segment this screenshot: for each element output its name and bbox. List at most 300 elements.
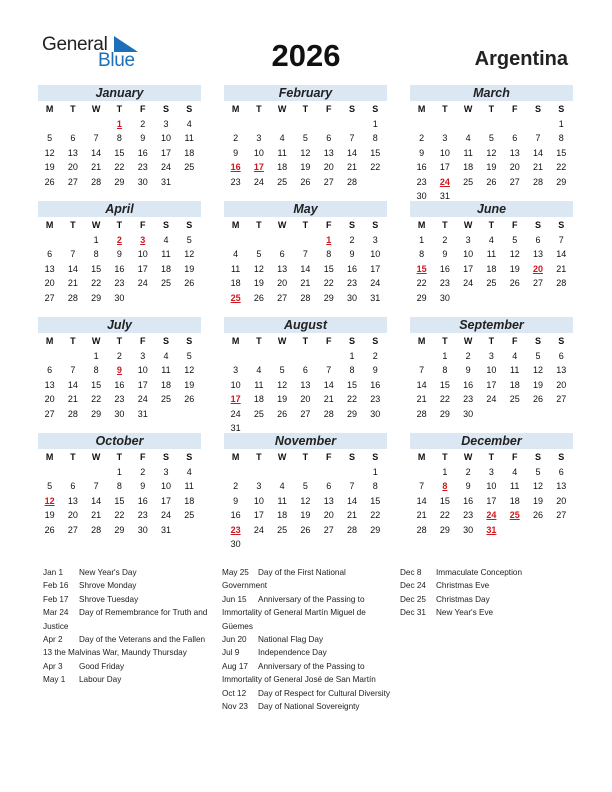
day-cell: 24 — [160, 162, 171, 172]
day-cell: 13 — [556, 481, 567, 491]
day-cell: 12 — [532, 481, 543, 491]
day-cell: 31 — [160, 176, 171, 187]
week-row — [38, 508, 201, 523]
day-cell: 6 — [279, 249, 285, 259]
day-cell: 31 — [160, 524, 171, 535]
weekday-label: S — [186, 452, 193, 462]
day-cell: 1 — [372, 118, 378, 129]
weekday-label: M — [417, 452, 426, 462]
day-cell: 25 — [509, 394, 520, 404]
day-cell: 18 — [509, 379, 520, 390]
month-title: November — [224, 433, 387, 449]
empty-day-cell — [61, 233, 84, 248]
week-row — [224, 363, 387, 378]
day-cell: 17 — [486, 379, 497, 390]
day-cell: 14 — [556, 249, 567, 259]
day-cell: 5 — [512, 234, 518, 245]
week-row — [224, 537, 387, 552]
day-cell: 27 — [44, 292, 55, 303]
day-cell: 4 — [186, 466, 192, 477]
day-cell: 5 — [302, 481, 308, 491]
week-row — [38, 117, 201, 132]
day-cell: 27 — [277, 292, 288, 303]
weekday-header-row — [224, 450, 387, 465]
day-cell: 17 — [253, 510, 264, 520]
day-cell: 23 — [463, 394, 474, 404]
day-cell: 30 — [114, 292, 125, 303]
day-cell: 26 — [184, 278, 195, 288]
weekday-label: F — [325, 104, 332, 114]
day-cell: 25 — [277, 176, 288, 187]
month-april — [38, 201, 201, 305]
week-row — [410, 363, 573, 378]
day-cell: 14 — [323, 379, 334, 390]
holiday-list-column-2 — [222, 566, 392, 713]
day-cell: 13 — [44, 263, 55, 274]
month-title: August — [224, 317, 387, 333]
month-september — [410, 317, 573, 421]
day-cell: 7 — [93, 133, 99, 143]
day-cell: 26 — [253, 292, 264, 303]
weekday-label: T — [302, 336, 309, 346]
day-cell: 23 — [346, 278, 357, 288]
weekday-label: S — [372, 220, 379, 230]
weekday-label: T — [442, 452, 448, 462]
weekday-label: M — [45, 336, 54, 346]
week-row — [38, 392, 201, 407]
empty-day-cell — [294, 233, 317, 248]
holiday-entry — [43, 633, 213, 660]
empty-day-cell — [457, 291, 480, 306]
empty-day-cell — [224, 349, 247, 364]
weekday-label: T — [256, 336, 262, 346]
day-cell: 24 — [370, 278, 381, 288]
day-cell: 7 — [93, 481, 99, 491]
day-cell: 2 — [349, 234, 355, 245]
day-cell: 26 — [509, 278, 520, 288]
day-cell: 17 — [486, 495, 497, 506]
week-row — [410, 262, 573, 277]
day-cell: 11 — [184, 133, 194, 143]
empty-day-cell — [61, 465, 84, 480]
empty-day-cell — [224, 233, 247, 248]
empty-day-cell — [85, 117, 108, 132]
week-row — [38, 175, 201, 190]
week-row — [410, 508, 573, 523]
holiday-name: Day of the First National Government — [222, 568, 346, 591]
day-cell: 10 — [370, 249, 381, 259]
day-cell: 4 — [279, 133, 285, 143]
day-cell: 29 — [370, 524, 381, 535]
day-cell: 19 — [300, 510, 311, 520]
day-cell: 30 — [370, 408, 381, 419]
week-row — [38, 131, 201, 146]
day-cell: 10 — [463, 249, 474, 259]
week-row — [410, 291, 573, 306]
holiday-day-cell: 25 — [230, 292, 241, 303]
day-cell: 3 — [442, 133, 448, 143]
month-december — [410, 433, 573, 537]
day-cell: 21 — [300, 278, 311, 288]
holiday-date: Mar 24 — [43, 608, 69, 618]
day-cell: 2 — [372, 350, 378, 361]
day-cell: 10 — [439, 147, 450, 158]
holiday-name: Independence Day — [258, 648, 327, 658]
weekday-label: T — [116, 220, 123, 230]
day-cell: 14 — [346, 147, 357, 158]
empty-day-cell — [224, 465, 247, 480]
day-cell: 9 — [349, 249, 355, 259]
day-cell: 15 — [370, 495, 381, 506]
day-cell: 2 — [140, 466, 146, 477]
day-cell: 29 — [439, 524, 450, 535]
day-cell: 20 — [323, 162, 334, 172]
day-cell: 3 — [140, 350, 146, 361]
day-cell: 28 — [323, 408, 334, 419]
weekday-label: F — [139, 104, 146, 114]
empty-day-cell — [317, 117, 340, 132]
day-cell: 8 — [349, 365, 355, 375]
holiday-date: Dec 25 — [400, 594, 426, 604]
week-row — [224, 465, 387, 480]
day-cell: 18 — [277, 510, 288, 520]
day-cell: 7 — [326, 365, 332, 375]
day-cell: 11 — [184, 481, 194, 491]
day-cell: 15 — [439, 495, 450, 506]
weekday-label: F — [139, 452, 146, 462]
holiday-day-cell: 31 — [486, 524, 497, 535]
month-january — [38, 85, 201, 189]
day-cell: 3 — [465, 234, 471, 245]
holiday-date: Jul 9 — [222, 648, 240, 658]
day-cell: 25 — [160, 278, 171, 288]
weekday-label: T — [488, 104, 495, 114]
day-cell: 29 — [346, 408, 357, 419]
holiday-date: Dec 8 — [400, 568, 422, 577]
weekday-label: M — [231, 336, 240, 346]
holiday-day-cell: 25 — [509, 510, 520, 520]
day-cell: 8 — [442, 365, 448, 375]
holiday-entry — [222, 660, 392, 687]
holiday-entry — [222, 687, 392, 700]
day-cell: 7 — [302, 249, 308, 259]
day-cell: 16 — [346, 263, 357, 274]
day-cell: 27 — [509, 176, 520, 187]
week-row — [410, 131, 573, 146]
day-cell: 2 — [140, 118, 146, 129]
day-cell: 31 — [137, 408, 148, 419]
week-row — [410, 247, 573, 262]
empty-day-cell — [271, 349, 294, 364]
weekday-header-row — [38, 450, 201, 465]
holiday-day-cell: 23 — [230, 524, 241, 535]
day-cell: 24 — [253, 176, 264, 187]
day-cell: 6 — [558, 466, 564, 477]
day-cell: 15 — [114, 147, 125, 158]
day-cell: 12 — [486, 147, 497, 158]
weekday-label: F — [325, 220, 332, 230]
empty-day-cell — [503, 407, 526, 422]
day-cell: 4 — [163, 350, 169, 361]
day-cell: 19 — [532, 379, 543, 390]
day-cell: 16 — [370, 379, 381, 390]
day-cell: 1 — [419, 234, 425, 245]
day-cell: 20 — [300, 394, 311, 404]
day-cell: 9 — [465, 365, 471, 375]
day-cell: 21 — [346, 162, 357, 172]
empty-day-cell — [340, 465, 363, 480]
day-cell: 30 — [463, 408, 474, 419]
day-cell: 29 — [439, 408, 450, 419]
day-cell: 14 — [416, 495, 427, 506]
week-row — [224, 146, 387, 161]
day-cell: 11 — [510, 481, 520, 491]
day-cell: 13 — [556, 365, 567, 375]
week-row — [38, 262, 201, 277]
day-cell: 9 — [372, 365, 378, 375]
weekday-label: S — [534, 336, 541, 346]
day-cell: 15 — [556, 147, 567, 158]
month-title: June — [410, 201, 573, 217]
day-cell: 15 — [91, 379, 102, 390]
day-cell: 8 — [116, 481, 122, 491]
day-cell: 15 — [323, 263, 334, 274]
day-cell: 4 — [512, 350, 518, 361]
day-cell: 13 — [323, 147, 334, 158]
weekday-label: W — [463, 452, 473, 462]
weekday-label: S — [348, 220, 355, 230]
day-cell: 26 — [300, 524, 311, 535]
holiday-day-cell: 24 — [486, 510, 497, 520]
day-cell: 10 — [253, 147, 264, 158]
month-august — [224, 317, 387, 436]
day-cell: 3 — [372, 234, 378, 245]
day-cell: 18 — [486, 263, 497, 274]
empty-day-cell — [410, 117, 433, 132]
month-title: July — [38, 317, 201, 333]
day-cell: 19 — [277, 394, 288, 404]
empty-day-cell — [550, 291, 573, 306]
weekday-label: M — [231, 220, 240, 230]
empty-day-cell — [550, 523, 573, 538]
week-row — [38, 291, 201, 306]
day-cell: 3 — [163, 118, 169, 129]
holiday-entry — [43, 606, 213, 633]
day-cell: 2 — [465, 466, 471, 477]
day-cell: 4 — [256, 365, 262, 375]
day-cell: 5 — [279, 365, 285, 375]
day-cell: 17 — [137, 379, 148, 390]
empty-day-cell — [526, 523, 549, 538]
day-cell: 25 — [463, 176, 474, 187]
day-cell: 1 — [442, 350, 448, 361]
day-cell: 23 — [439, 278, 450, 288]
day-cell: 6 — [47, 249, 53, 259]
day-cell: 24 — [137, 394, 148, 404]
empty-day-cell — [271, 465, 294, 480]
empty-day-cell — [38, 465, 61, 480]
day-cell: 8 — [326, 249, 332, 259]
empty-day-cell — [85, 465, 108, 480]
empty-day-cell — [526, 117, 549, 132]
holiday-date: Apr 2 — [43, 635, 63, 645]
day-cell: 20 — [323, 510, 334, 520]
empty-day-cell — [294, 117, 317, 132]
month-title: May — [224, 201, 387, 217]
empty-day-cell — [154, 407, 177, 422]
day-cell: 27 — [323, 176, 334, 187]
week-row — [224, 392, 387, 407]
day-cell: 31 — [370, 292, 381, 303]
day-cell: 16 — [114, 263, 125, 274]
day-cell: 20 — [556, 379, 567, 390]
empty-day-cell — [526, 407, 549, 422]
week-row — [410, 146, 573, 161]
empty-day-cell — [480, 291, 503, 306]
weekday-label: W — [91, 452, 101, 462]
day-cell: 16 — [137, 147, 148, 158]
day-cell: 4 — [279, 481, 285, 491]
day-cell: 22 — [114, 162, 125, 172]
holiday-day-cell: 24 — [439, 176, 450, 187]
holiday-name: National Flag Day — [258, 635, 324, 645]
empty-day-cell — [271, 233, 294, 248]
day-cell: 16 — [439, 263, 450, 274]
day-cell: 13 — [509, 147, 520, 158]
day-cell: 17 — [137, 263, 148, 274]
holiday-day-cell: 17 — [230, 394, 241, 404]
week-row — [38, 407, 201, 422]
day-cell: 8 — [372, 481, 378, 491]
day-cell: 28 — [556, 278, 567, 288]
weekday-label: T — [116, 336, 123, 346]
empty-day-cell — [178, 523, 201, 538]
holiday-name: New Year's Day — [79, 568, 137, 577]
day-cell: 3 — [163, 466, 169, 477]
day-cell: 4 — [512, 466, 518, 477]
day-cell: 8 — [93, 249, 99, 259]
day-cell: 27 — [44, 408, 55, 419]
week-row — [410, 175, 573, 190]
day-cell: 30 — [439, 292, 450, 303]
day-cell: 2 — [116, 350, 122, 361]
week-row — [38, 378, 201, 393]
holiday-day-cell: 20 — [532, 263, 543, 274]
day-cell: 29 — [323, 292, 334, 303]
day-cell: 14 — [532, 147, 543, 158]
day-cell: 31 — [439, 191, 450, 201]
day-cell: 23 — [463, 510, 474, 520]
weekday-label: T — [302, 220, 309, 230]
holiday-name: Day of Respect for Cultural Diversity — [258, 688, 390, 698]
day-cell: 2 — [233, 481, 239, 491]
day-cell: 18 — [160, 379, 171, 390]
day-cell: 14 — [416, 379, 427, 390]
day-cell: 16 — [114, 379, 125, 390]
empty-day-cell — [224, 117, 247, 132]
day-cell: 16 — [416, 162, 427, 172]
empty-day-cell — [178, 175, 201, 190]
day-cell: 13 — [532, 249, 543, 259]
week-row — [224, 523, 387, 538]
week-row — [38, 349, 201, 364]
day-cell: 27 — [300, 408, 311, 419]
empty-day-cell — [38, 233, 61, 248]
month-july — [38, 317, 201, 421]
empty-day-cell — [247, 349, 270, 364]
weekday-label: S — [558, 220, 565, 230]
day-cell: 17 — [439, 162, 450, 172]
day-cell: 6 — [535, 234, 541, 245]
holiday-list-column-3 — [400, 566, 570, 620]
holiday-date: Nov 23 — [222, 702, 248, 712]
day-cell: 27 — [67, 176, 78, 187]
day-cell: 2 — [233, 133, 239, 143]
holiday-name: Christmas Day — [436, 594, 490, 604]
day-cell: 19 — [184, 263, 195, 274]
weekday-label: W — [91, 220, 101, 230]
weekday-label: S — [534, 220, 541, 230]
day-cell: 16 — [463, 379, 474, 390]
day-cell: 19 — [509, 263, 520, 274]
day-cell: 7 — [419, 365, 425, 375]
day-cell: 30 — [416, 191, 427, 201]
day-cell: 26 — [486, 176, 497, 187]
empty-day-cell — [178, 291, 201, 306]
weekday-label: S — [372, 452, 379, 462]
holiday-entry — [43, 660, 213, 673]
week-row — [38, 363, 201, 378]
day-cell: 21 — [67, 394, 78, 404]
holiday-name: Day of the Veterans and the Fallen 13 the Malvinas War, Maundy Thursday — [43, 635, 206, 658]
weekday-label: T — [488, 220, 495, 230]
day-cell: 27 — [556, 394, 567, 404]
day-cell: 10 — [230, 379, 241, 390]
week-row — [410, 392, 573, 407]
day-cell: 16 — [230, 510, 241, 520]
weekday-label: T — [70, 220, 76, 230]
day-cell: 19 — [300, 162, 311, 172]
month-june — [410, 201, 573, 305]
month-title: February — [224, 85, 387, 101]
day-cell: 7 — [349, 481, 355, 491]
month-march — [410, 85, 573, 204]
weekday-label: M — [231, 104, 240, 114]
day-cell: 12 — [277, 379, 288, 390]
empty-day-cell — [503, 291, 526, 306]
day-cell: 15 — [91, 263, 102, 274]
day-cell: 13 — [300, 379, 311, 390]
weekday-header-row — [38, 334, 201, 349]
holiday-name: Day of National Sovereignty — [258, 702, 360, 712]
day-cell: 26 — [532, 394, 543, 404]
day-cell: 26 — [44, 524, 55, 535]
empty-day-cell — [154, 291, 177, 306]
weekday-label: T — [302, 452, 309, 462]
day-cell: 28 — [67, 408, 78, 419]
weekday-label: S — [534, 452, 541, 462]
day-cell: 5 — [186, 350, 192, 361]
weekday-label: W — [277, 104, 287, 114]
holiday-date: Jan 1 — [43, 568, 64, 577]
day-cell: 22 — [346, 394, 357, 404]
day-cell: 18 — [160, 263, 171, 274]
day-cell: 21 — [346, 510, 357, 520]
day-cell: 10 — [253, 495, 264, 506]
weekday-header-row — [410, 102, 573, 117]
empty-day-cell — [61, 117, 84, 132]
week-row — [38, 523, 201, 538]
